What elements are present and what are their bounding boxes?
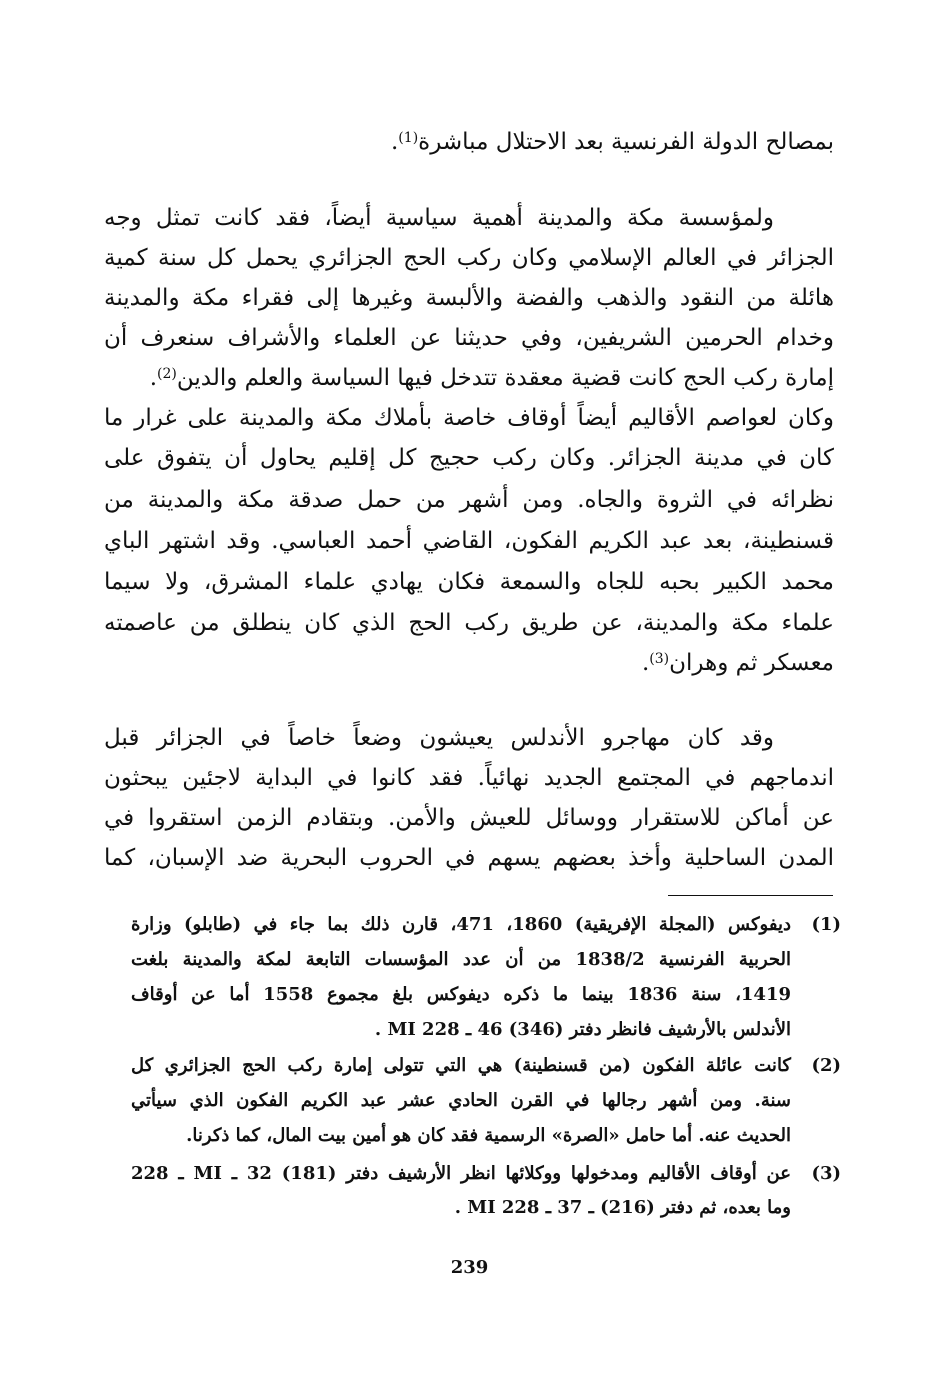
footnote-3-number: (3)	[811, 1163, 841, 1184]
paragraph-2-line-9: قسنطينة، بعد عبد الكريم الفكون، القاضي أحمد العباسي. وقد اشتهر الباي	[104, 528, 834, 554]
footnote-3-line-2: وما بعده، ثم دفتر (216) ـ 37 ـ MI 228 .	[454, 1197, 791, 1218]
paragraph-3-line-1: وقد كان مهاجرو الأندلس يعيشون وضعاً خاصاً في الجزائر قبل	[104, 725, 774, 751]
paragraph-3-line-3: عن أماكن للاستقرار ووسائل للعيش والأمن. وبتقادم الزمن استقروا في	[104, 805, 834, 831]
footnote-2-line-3: الحديث عنه. أما حامل «الصرة» الرسمية فقد كان هو أمين بيت المال، كما ذكرنا.	[186, 1125, 791, 1146]
paragraph-2-line-10: محمد الكبير بحبه للجاه والسمعة فكان يهادي علماء المشرق، ولا سيما	[104, 569, 834, 595]
footnote-1-number: (1)	[811, 914, 841, 935]
paragraph-2-line-7: كان في مدينة الجزائر. وكان ركب حجيج كل إقليم يحاول أن يتفوق على	[104, 445, 834, 471]
paragraph-2-line-2: الجزائر في العالم الإسلامي وكان ركب الحج الجزائري يحمل كل سنة كمية	[104, 245, 834, 271]
paragraph-2-line-5-end: .	[149, 365, 158, 391]
paragraph-2-line-5-text: إمارة ركب الحج كانت قضية معقدة تتدخل فيها السياسة والعلم والدين	[176, 365, 834, 391]
paragraph-2-line-11: علماء مكة والمدينة، عن طريق ركب الحج الذي كان ينطلق من عاصمته	[104, 610, 834, 636]
paragraph-3-line-4: المدن الساحلية وأخذ بعضهم يسهم في الحروب البحرية ضد الإسبان، كما	[104, 845, 834, 871]
paragraph-1-end: .	[390, 129, 399, 155]
footnote-separator	[668, 895, 833, 896]
paragraph-2-line-4: وخدام الحرمين الشريفين، وفي حديثنا عن العلماء والأشراف سنعرف أن	[104, 325, 834, 351]
footnote-1-line-3: 1419، سنة 1836 بينما ما ذكره ديفوكس بلغ مجموع 1558 أما عن أوقاف	[131, 984, 791, 1005]
footnote-ref-3: (3)	[649, 651, 670, 667]
paragraph-3-line-2: اندماجهم في المجتمع الجديد نهائياً. فقد كانوا في البداية لاجئين يبحثون	[104, 765, 834, 791]
paragraph-2-line-6: وكان لعواصم الأقاليم أيضاً أوقاف خاصة بأملاك مكة والمدينة على غرار ما	[104, 405, 834, 431]
page-number: 239	[450, 1257, 489, 1278]
footnote-3-line-1: عن أوقاف الأقاليم ومدخولها ووكلائها انظر الأرشيف دفتر (181) 32 ـ MI ـ 228	[131, 1163, 792, 1184]
paragraph-2-line-8: نظرائه في الثروة والجاه. ومن أشهر من حمل صدقة مكة والمدينة من	[104, 487, 834, 513]
paragraph-2-line-12-text: معسكر ثم وهران	[669, 650, 834, 676]
footnote-1-line-4: الأندلس بالأرشيف فانظر دفتر (346) 46 ـ MI 228 .	[374, 1019, 791, 1040]
footnote-2-line-1: كانت عائلة الفكون (من قسنطينة) هي التي تتولى إمارة ركب الحج الجزائري كل	[131, 1055, 791, 1076]
paragraph-2-line-3: هائلة من النقود والذهب والفضة والألبسة وغيرها إلى فقراء مكة والمدينة	[104, 285, 834, 311]
footnote-ref-2: (2)	[157, 366, 177, 382]
paragraph-2-line-12	[104, 648, 834, 678]
paragraph-2-line-1: ولمؤسسة مكة والمدينة أهمية سياسية أيضاً، فقد كانت تمثل وجه	[104, 205, 774, 231]
paragraph-1-text: بمصالح الدولة الفرنسية بعد الاحتلال مباشرة	[418, 129, 834, 155]
footnote-ref-1: (1)	[398, 130, 419, 146]
footnote-1-line-1: ديفوكس (المجلة الإفريقية) 1860، 471، قارن ذلك بما جاء في (طابلو) وزارة	[131, 914, 791, 935]
paragraph-1-line-1	[104, 127, 834, 157]
footnote-2-line-2: سنة. ومن أشهر رجالها في القرن الحادي عشر عبد الكريم الفكون الذي سيأتي	[131, 1090, 791, 1111]
paragraph-2-line-5	[104, 363, 834, 393]
paragraph-2-line-12-end: .	[641, 650, 650, 676]
footnote-1-line-2: الحربية الفرنسية 1838/2 من أن عدد المؤسسات التابعة لمكة والمدينة بلغت	[131, 949, 791, 970]
footnote-2-number: (2)	[811, 1055, 841, 1076]
